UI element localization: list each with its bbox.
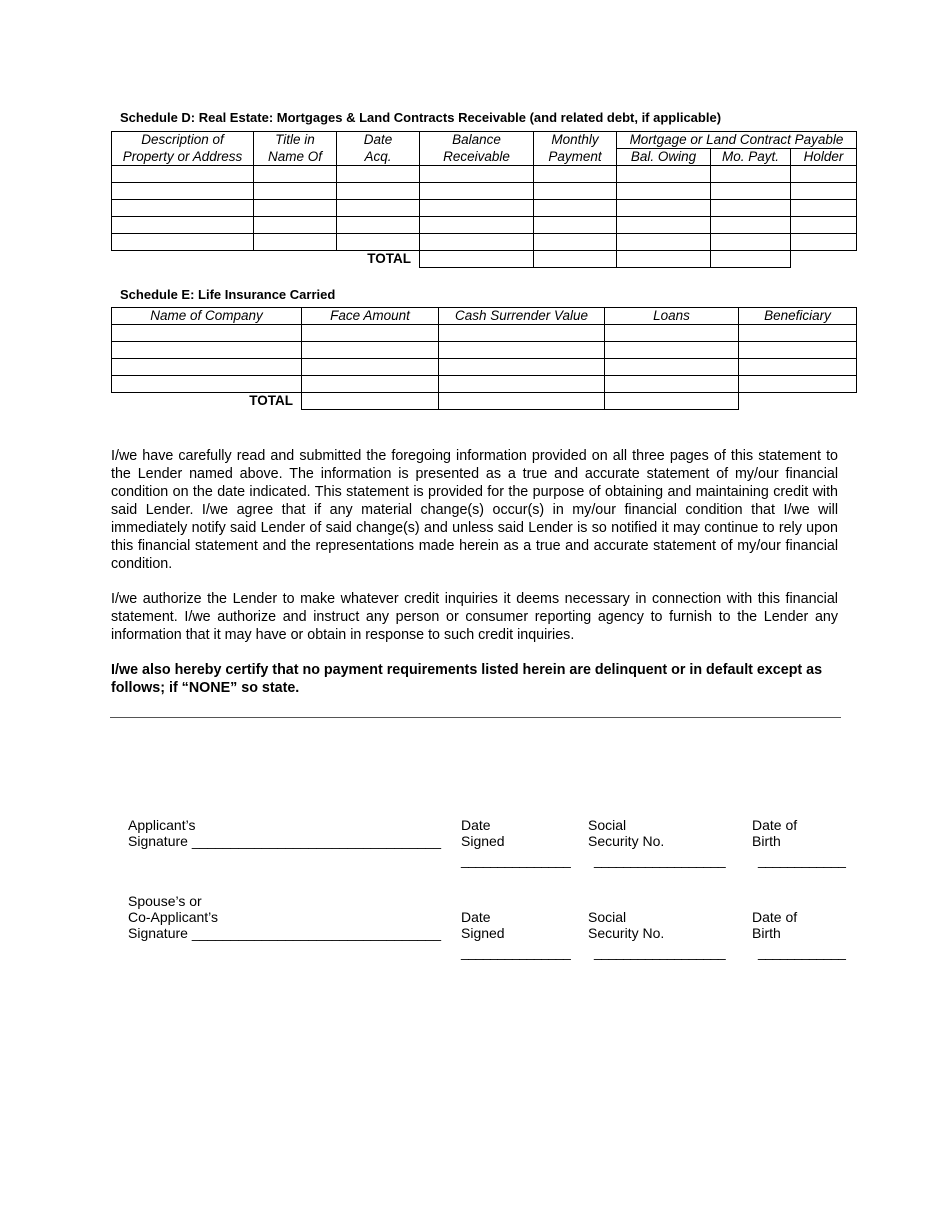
table-cell[interactable]: [302, 325, 439, 342]
table-cell[interactable]: [711, 183, 791, 200]
table-cell[interactable]: [791, 217, 857, 234]
table-cell[interactable]: [112, 183, 254, 200]
table-cell[interactable]: [420, 166, 534, 183]
table-cell[interactable]: [605, 376, 739, 393]
schedule-d-header-row-2: [112, 149, 857, 166]
col-monthly-header: Monthly: [534, 132, 617, 149]
applicant-signature-line[interactable]: ________________________________: [191, 833, 441, 849]
table-cell[interactable]: [739, 342, 857, 359]
spouse-signature-line[interactable]: ________________________________: [191, 925, 441, 941]
statement-paragraph-2: I/we authorize the Lender to make whatever credit inquiries it deems necessary in connection with this financial statement. I/we authorize and instruct any person or consumer reporting agency to furnish to the Lender any information that it may have or obtain in response to such credit inquiries.: [111, 591, 838, 643]
applicant-date-line[interactable]: _______________: [461, 852, 571, 868]
table-cell[interactable]: [254, 200, 337, 217]
table-cell[interactable]: [337, 234, 420, 251]
table-cell[interactable]: [739, 325, 857, 342]
col-face-amount-header: Face Amount: [302, 308, 439, 325]
schedule-e-total-row: [112, 393, 857, 410]
col-mortgage-payable-header: Mortgage or Land Contract Payable: [617, 132, 857, 149]
col-mo-payt-header: Mo. Payt.: [711, 149, 791, 166]
table-cell[interactable]: [534, 183, 617, 200]
table-cell[interactable]: [791, 234, 857, 251]
table-cell[interactable]: [711, 234, 791, 251]
total-cell[interactable]: [439, 393, 605, 410]
table-row: [112, 166, 857, 183]
table-cell[interactable]: [605, 342, 739, 359]
table-cell[interactable]: [791, 166, 857, 183]
table-row: [112, 200, 857, 217]
col-date-subheader: Acq.: [337, 149, 420, 166]
spouse-ssn-label: Social Security No.: [588, 909, 665, 941]
table-row: [112, 359, 857, 376]
table-cell[interactable]: [617, 234, 711, 251]
table-cell[interactable]: [617, 183, 711, 200]
total-cell[interactable]: [605, 393, 739, 410]
table-cell[interactable]: [739, 376, 857, 393]
total-cell[interactable]: [420, 251, 534, 268]
table-cell[interactable]: [337, 200, 420, 217]
schedule-d-total-label: TOTAL: [112, 251, 420, 268]
table-cell[interactable]: [112, 200, 254, 217]
table-cell[interactable]: [711, 166, 791, 183]
total-cell[interactable]: [617, 251, 711, 268]
applicant-label-line-1: Applicant’s: [128, 817, 196, 833]
table-cell[interactable]: [337, 217, 420, 234]
spouse-label-line-2: Co-Applicant’s: [128, 909, 219, 925]
table-cell[interactable]: [420, 217, 534, 234]
table-cell[interactable]: [254, 166, 337, 183]
col-company-header: Name of Company: [112, 308, 302, 325]
table-cell[interactable]: [337, 166, 420, 183]
col-date-header: Date: [337, 132, 420, 149]
table-row: [112, 325, 857, 342]
table-cell[interactable]: [112, 359, 302, 376]
table-row: [112, 376, 857, 393]
table-cell[interactable]: [420, 200, 534, 217]
table-cell[interactable]: [420, 234, 534, 251]
table-cell[interactable]: [112, 166, 254, 183]
total-cell[interactable]: [534, 251, 617, 268]
schedule-e-header-row: [112, 308, 857, 325]
table-cell[interactable]: [302, 342, 439, 359]
empty-cell: [739, 393, 857, 410]
spouse-dob-label: Date of Birth: [752, 909, 798, 941]
col-cash-surrender-header: Cash Surrender Value: [439, 308, 605, 325]
schedule-d-table: [111, 131, 857, 268]
statement-paragraph-1: I/we have carefully read and submitted the foregoing information provided on all three pages of this statement to the Lender named above. The information is presented as a true and accurate statement of my/our financial condition on the date indicated. This statement is provided for the purpose of obtaining and maintaining credit with said Lender. I/we agree that if any material change(s) occur(s) in my/our financial condition that I/we will immediately notify said Lender of said change(s) and unless said Lender is so notified it may continue to rely upon this financial statement and the representations made herein as a true and accurate statement of my/our financial condition.: [111, 448, 838, 572]
certify-paragraph: I/we also hereby certify that no payment requirements listed herein are delinquent or in default except as follows; if “NONE” so state.: [111, 662, 823, 696]
table-cell[interactable]: [337, 183, 420, 200]
table-cell[interactable]: [534, 166, 617, 183]
table-cell[interactable]: [302, 359, 439, 376]
col-beneficiary-header: Beneficiary: [739, 308, 857, 325]
table-cell[interactable]: [711, 200, 791, 217]
table-cell[interactable]: [112, 376, 302, 393]
applicant-dob-label: Date of Birth: [752, 817, 798, 849]
applicant-ssn-label: Social Security No.: [588, 817, 665, 849]
applicant-label-line-2: Signature ________________________________: [128, 833, 441, 849]
schedule-e-title: Schedule E: Life Insurance Carried: [120, 287, 336, 302]
table-cell[interactable]: [439, 376, 605, 393]
table-cell[interactable]: [534, 217, 617, 234]
table-cell[interactable]: [439, 325, 605, 342]
table-row: [112, 217, 857, 234]
spouse-label-line-1: Spouse’s or: [128, 893, 202, 909]
schedule-d-title: Schedule D: Real Estate: Mortgages & Land Contracts Receivable (and related debt, if applicable): [120, 110, 722, 125]
col-bal-owing-header: Bal. Owing: [617, 149, 711, 166]
table-cell[interactable]: [112, 234, 254, 251]
col-loans-header: Loans: [605, 308, 739, 325]
table-cell[interactable]: [617, 166, 711, 183]
applicant-dob-line[interactable]: ____________: [758, 852, 846, 868]
table-cell[interactable]: [112, 217, 254, 234]
table-cell[interactable]: [254, 234, 337, 251]
table-cell[interactable]: [534, 200, 617, 217]
table-row: [112, 183, 857, 200]
table-cell[interactable]: [302, 376, 439, 393]
schedule-d-header-row-1: [112, 132, 857, 149]
table-cell[interactable]: [439, 359, 605, 376]
total-cell[interactable]: [302, 393, 439, 410]
table-cell[interactable]: [112, 325, 302, 342]
table-cell[interactable]: [439, 342, 605, 359]
applicant-label: [128, 817, 441, 849]
table-row: [112, 234, 857, 251]
col-description-subheader: Property or Address: [112, 149, 254, 166]
table-cell[interactable]: [605, 325, 739, 342]
col-holder-header: Holder: [791, 149, 857, 166]
table-row: [112, 342, 857, 359]
spouse-date-line[interactable]: _______________: [461, 944, 571, 960]
exceptions-line[interactable]: [110, 717, 841, 718]
table-cell[interactable]: [739, 359, 857, 376]
table-cell[interactable]: [791, 200, 857, 217]
table-cell[interactable]: [420, 183, 534, 200]
table-cell[interactable]: [112, 342, 302, 359]
table-cell[interactable]: [617, 217, 711, 234]
col-description-header: Description of: [112, 132, 254, 149]
spouse-date-label: Date Signed: [461, 909, 505, 941]
spouse-label-line-3: Signature ________________________________: [128, 925, 441, 941]
spouse-ssn-line[interactable]: __________________: [594, 944, 726, 960]
col-balance-subheader: Receivable: [420, 149, 534, 166]
schedule-e-total-label: TOTAL: [112, 393, 302, 410]
table-cell[interactable]: [254, 183, 337, 200]
applicant-ssn-line[interactable]: __________________: [594, 852, 726, 868]
table-cell[interactable]: [605, 359, 739, 376]
total-cell[interactable]: [711, 251, 791, 268]
schedule-e-table: [111, 307, 857, 410]
schedule-d-total-row: [112, 251, 857, 268]
table-cell[interactable]: [617, 200, 711, 217]
col-title-header: Title in: [254, 132, 337, 149]
table-cell[interactable]: [791, 183, 857, 200]
col-monthly-subheader: Payment: [534, 149, 617, 166]
spouse-label: [128, 893, 441, 941]
table-cell[interactable]: [534, 234, 617, 251]
spouse-dob-line[interactable]: ____________: [758, 944, 846, 960]
col-balance-header: Balance: [420, 132, 534, 149]
table-cell[interactable]: [254, 217, 337, 234]
table-cell[interactable]: [711, 217, 791, 234]
applicant-date-label: Date Signed: [461, 817, 505, 849]
empty-cell: [791, 251, 857, 268]
col-title-subheader: Name Of: [254, 149, 337, 166]
